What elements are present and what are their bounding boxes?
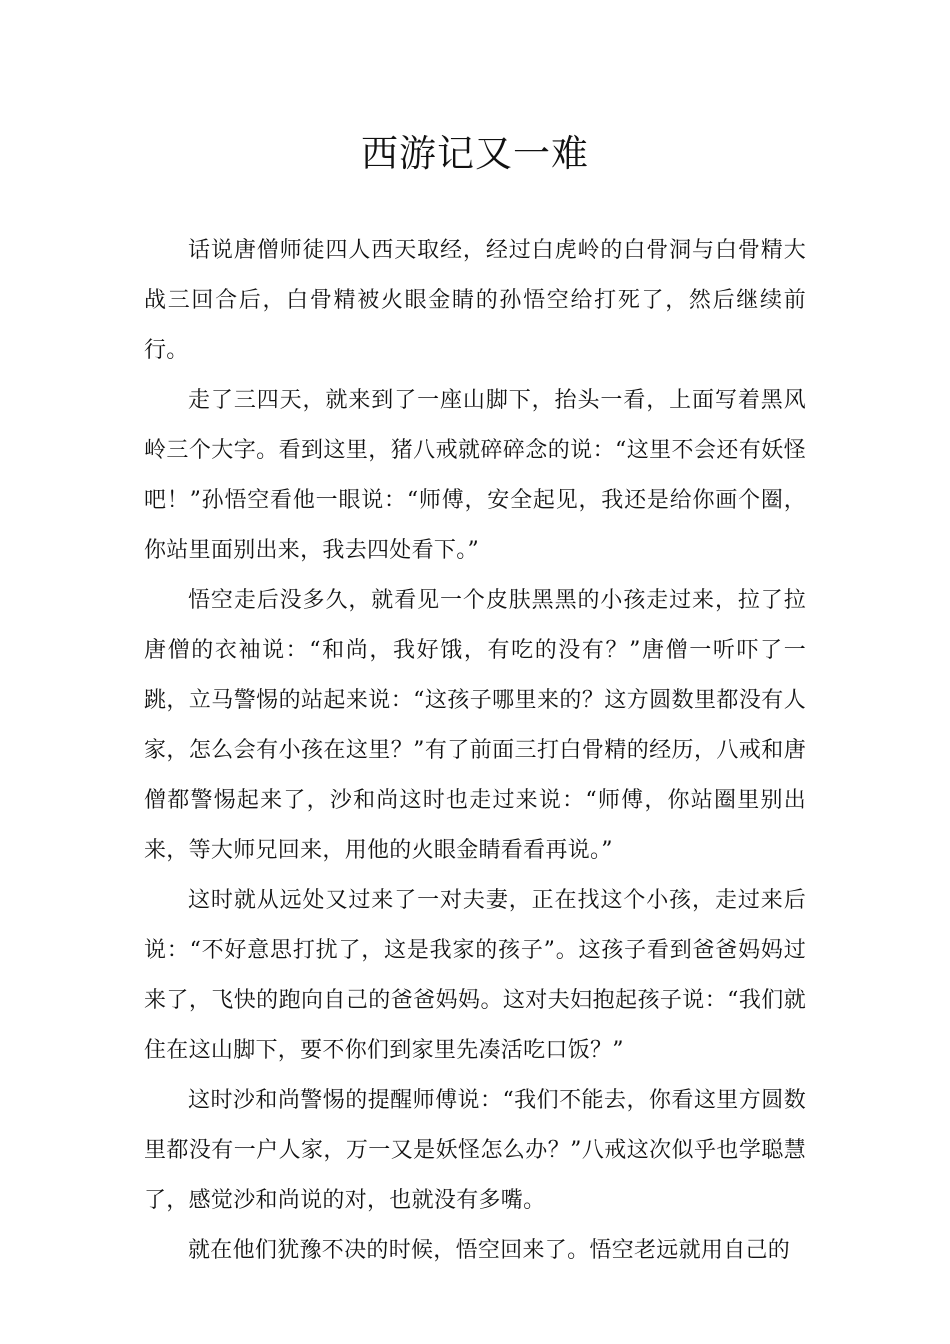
paragraph-4: 这时就从远处又过来了一对夫妻，正在找这个小孩，走过来后说：“不好意思打扰了，这是我家的孩子”。这孩子看到爸爸妈妈过来了，飞快的跑向自己的爸爸妈妈。这对夫妇抱起孩子说：“我们就住在这山脚下，要不你们到家里先凑活吃口饭？” [144,888,806,1063]
document-title: 西游记又一难 [361,132,589,175]
paragraph-1: 话说唐僧师徒四人西天取经，经过白虎岭的白骨洞与白骨精大战三回合后，白骨精被火眼金睛的孙悟空给打死了，然后继续前行。 [144,238,806,363]
paragraph-6: 就在他们犹豫不决的时候，悟空回来了。悟空老远就用自己的 [188,1238,791,1263]
paragraph-2: 走了三四天，就来到了一座山脚下，抬头一看，上面写着黑风岭三个大字。看到这里，猪八戒就碎碎念的说：“这里不会还有妖怪吧！”孙悟空看他一眼说：“师傅，安全起见，我还是给你画个圈，你站里面别出来，我去四处看下。” [144,388,806,563]
paragraph-5: 这时沙和尚警惕的提醒师傅说：“我们不能去，你看这里方圆数里都没有一户人家，万一又是妖怪怎么办？”八戒这次似乎也学聪慧了，感觉沙和尚说的对，也就没有多嘴。 [144,1088,806,1213]
document-body [144,226,806,1276]
paragraph-3: 悟空走后没多久，就看见一个皮肤黑黑的小孩走过来，拉了拉唐僧的衣袖说：“和尚，我好饿，有吃的没有？”唐僧一听吓了一跳，立马警惕的站起来说：“这孩子哪里来的？这方圆数里都没有人家，怎么会有小孩在这里？”有了前面三打白骨精的经历，八戒和唐僧都警惕起来了，沙和尚这时也走过来说：“师傅，你站圈里别出来，等大师兄回来，用他的火眼金睛看看再说。” [144,588,806,863]
